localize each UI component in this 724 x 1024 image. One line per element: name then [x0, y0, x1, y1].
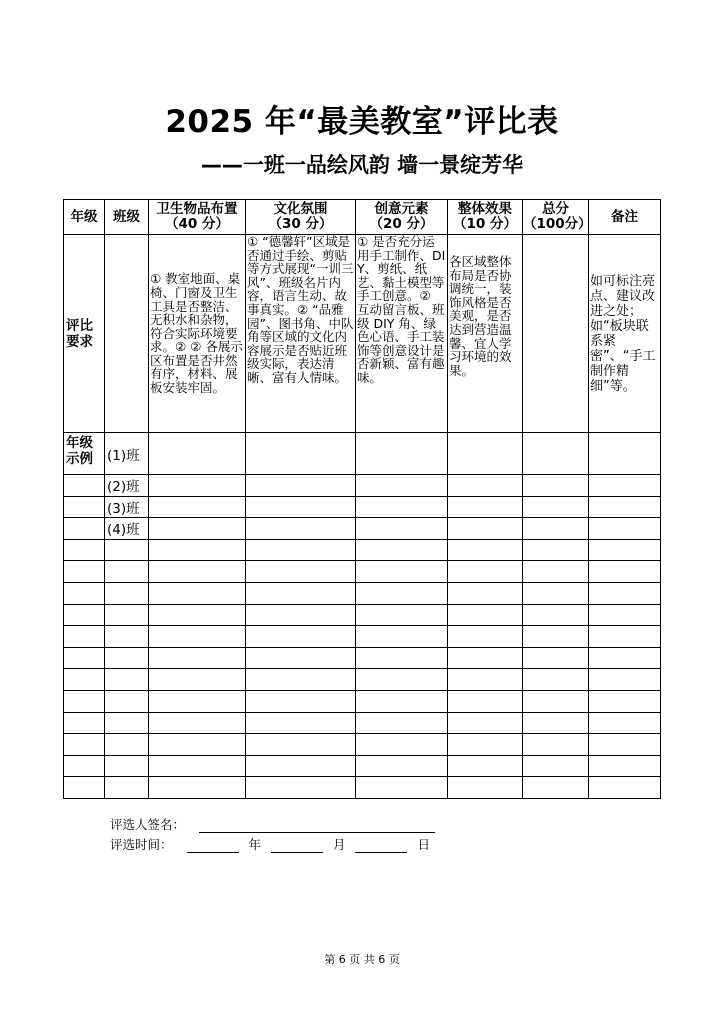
evaluation-table — [63, 199, 661, 799]
header-total: 总分 （100分） — [523, 200, 589, 235]
signer-line — [110, 815, 435, 833]
table-row — [64, 647, 661, 669]
example-label: 年级示例 — [64, 433, 105, 475]
table-row — [64, 690, 661, 712]
header-class: 班级 — [105, 200, 149, 235]
table-row — [64, 518, 661, 540]
signer-label: 评选人签名： — [110, 817, 186, 832]
table-row — [64, 734, 661, 756]
table-row — [64, 539, 661, 561]
requirements-remark: 如可标注亮点、建议改进之处；如“板块联系紧密”、“手工制作精细”等。 — [589, 235, 661, 433]
signer-field[interactable] — [199, 818, 435, 833]
header-creative: 创意元素 （20 分） — [356, 200, 448, 235]
time-label: 评选时间： — [110, 837, 173, 852]
day-field[interactable] — [355, 838, 407, 853]
requirements-total — [523, 235, 589, 433]
table-row — [64, 475, 661, 497]
header-culture: 文化氛围 （30 分） — [246, 200, 356, 235]
header-row — [64, 200, 661, 235]
page-title: 2025 年“最美教室”评比表 — [165, 104, 559, 140]
table-row — [64, 561, 661, 583]
table-row — [64, 433, 661, 475]
requirements-row — [64, 235, 661, 433]
day-label: 日 — [417, 837, 430, 852]
header-hygiene: 卫生物品布置 （40 分） — [149, 200, 246, 235]
header-overall: 整体效果 （10 分） — [448, 200, 523, 235]
year-field[interactable] — [187, 838, 239, 853]
header-remark: 备注 — [589, 200, 661, 235]
time-line — [110, 835, 430, 853]
class-cell: (1)班 — [105, 433, 149, 475]
requirements-creative: ① 是否充分运用手工制作、DIY、剪纸、纸艺、黏土模型等手工创意。② 互动留言板、班级 DIY 角、绿色心语、手工装饰等创意设计是否新颖、富有趣味。 — [356, 235, 448, 433]
class-cell: (3)班 — [105, 496, 149, 518]
table-row — [64, 777, 661, 799]
requirements-label: 评比要求 — [64, 235, 105, 433]
table-row — [64, 604, 661, 626]
month-label: 月 — [332, 837, 346, 852]
table-row — [64, 496, 661, 518]
page-subtitle: ——一班一品绘风韵 墙一景绽芳华 — [200, 153, 524, 177]
class-cell: (4)班 — [105, 518, 149, 540]
table-row — [64, 582, 661, 604]
class-cell: (2)班 — [105, 475, 149, 497]
header-grade: 年级 — [64, 200, 105, 235]
requirements-culture: ① “德馨轩”区域是否通过手绘、剪贴等方式展现“一训三风”、班级名片内容，语言生动、故事真实。② “品雅园”、图书角、中队角等区域的文化内容展示是否贴近班级实际，表达清晰、富有人情味。 — [246, 235, 356, 433]
requirements-class-cell — [105, 235, 149, 433]
month-field[interactable] — [271, 838, 323, 853]
table-row — [64, 626, 661, 648]
requirements-hygiene: ① 教室地面、桌椅、门窗及卫生工具是否整洁、无积水和杂物，符合实际环境要求。② ② 各展示区布置是否井然有序，材料、展板安装牢固。 — [149, 235, 246, 433]
table-row — [64, 712, 661, 734]
requirements-overall: 各区域整体布局是否协调统一，装饰风格是否美观，是否达到营造温馨、宜人学习环境的效果。 — [448, 235, 523, 433]
table-row — [64, 669, 661, 691]
year-label: 年 — [248, 837, 261, 852]
page-footer: 第 6 页 共 6 页 — [324, 953, 400, 966]
table-row — [64, 755, 661, 777]
